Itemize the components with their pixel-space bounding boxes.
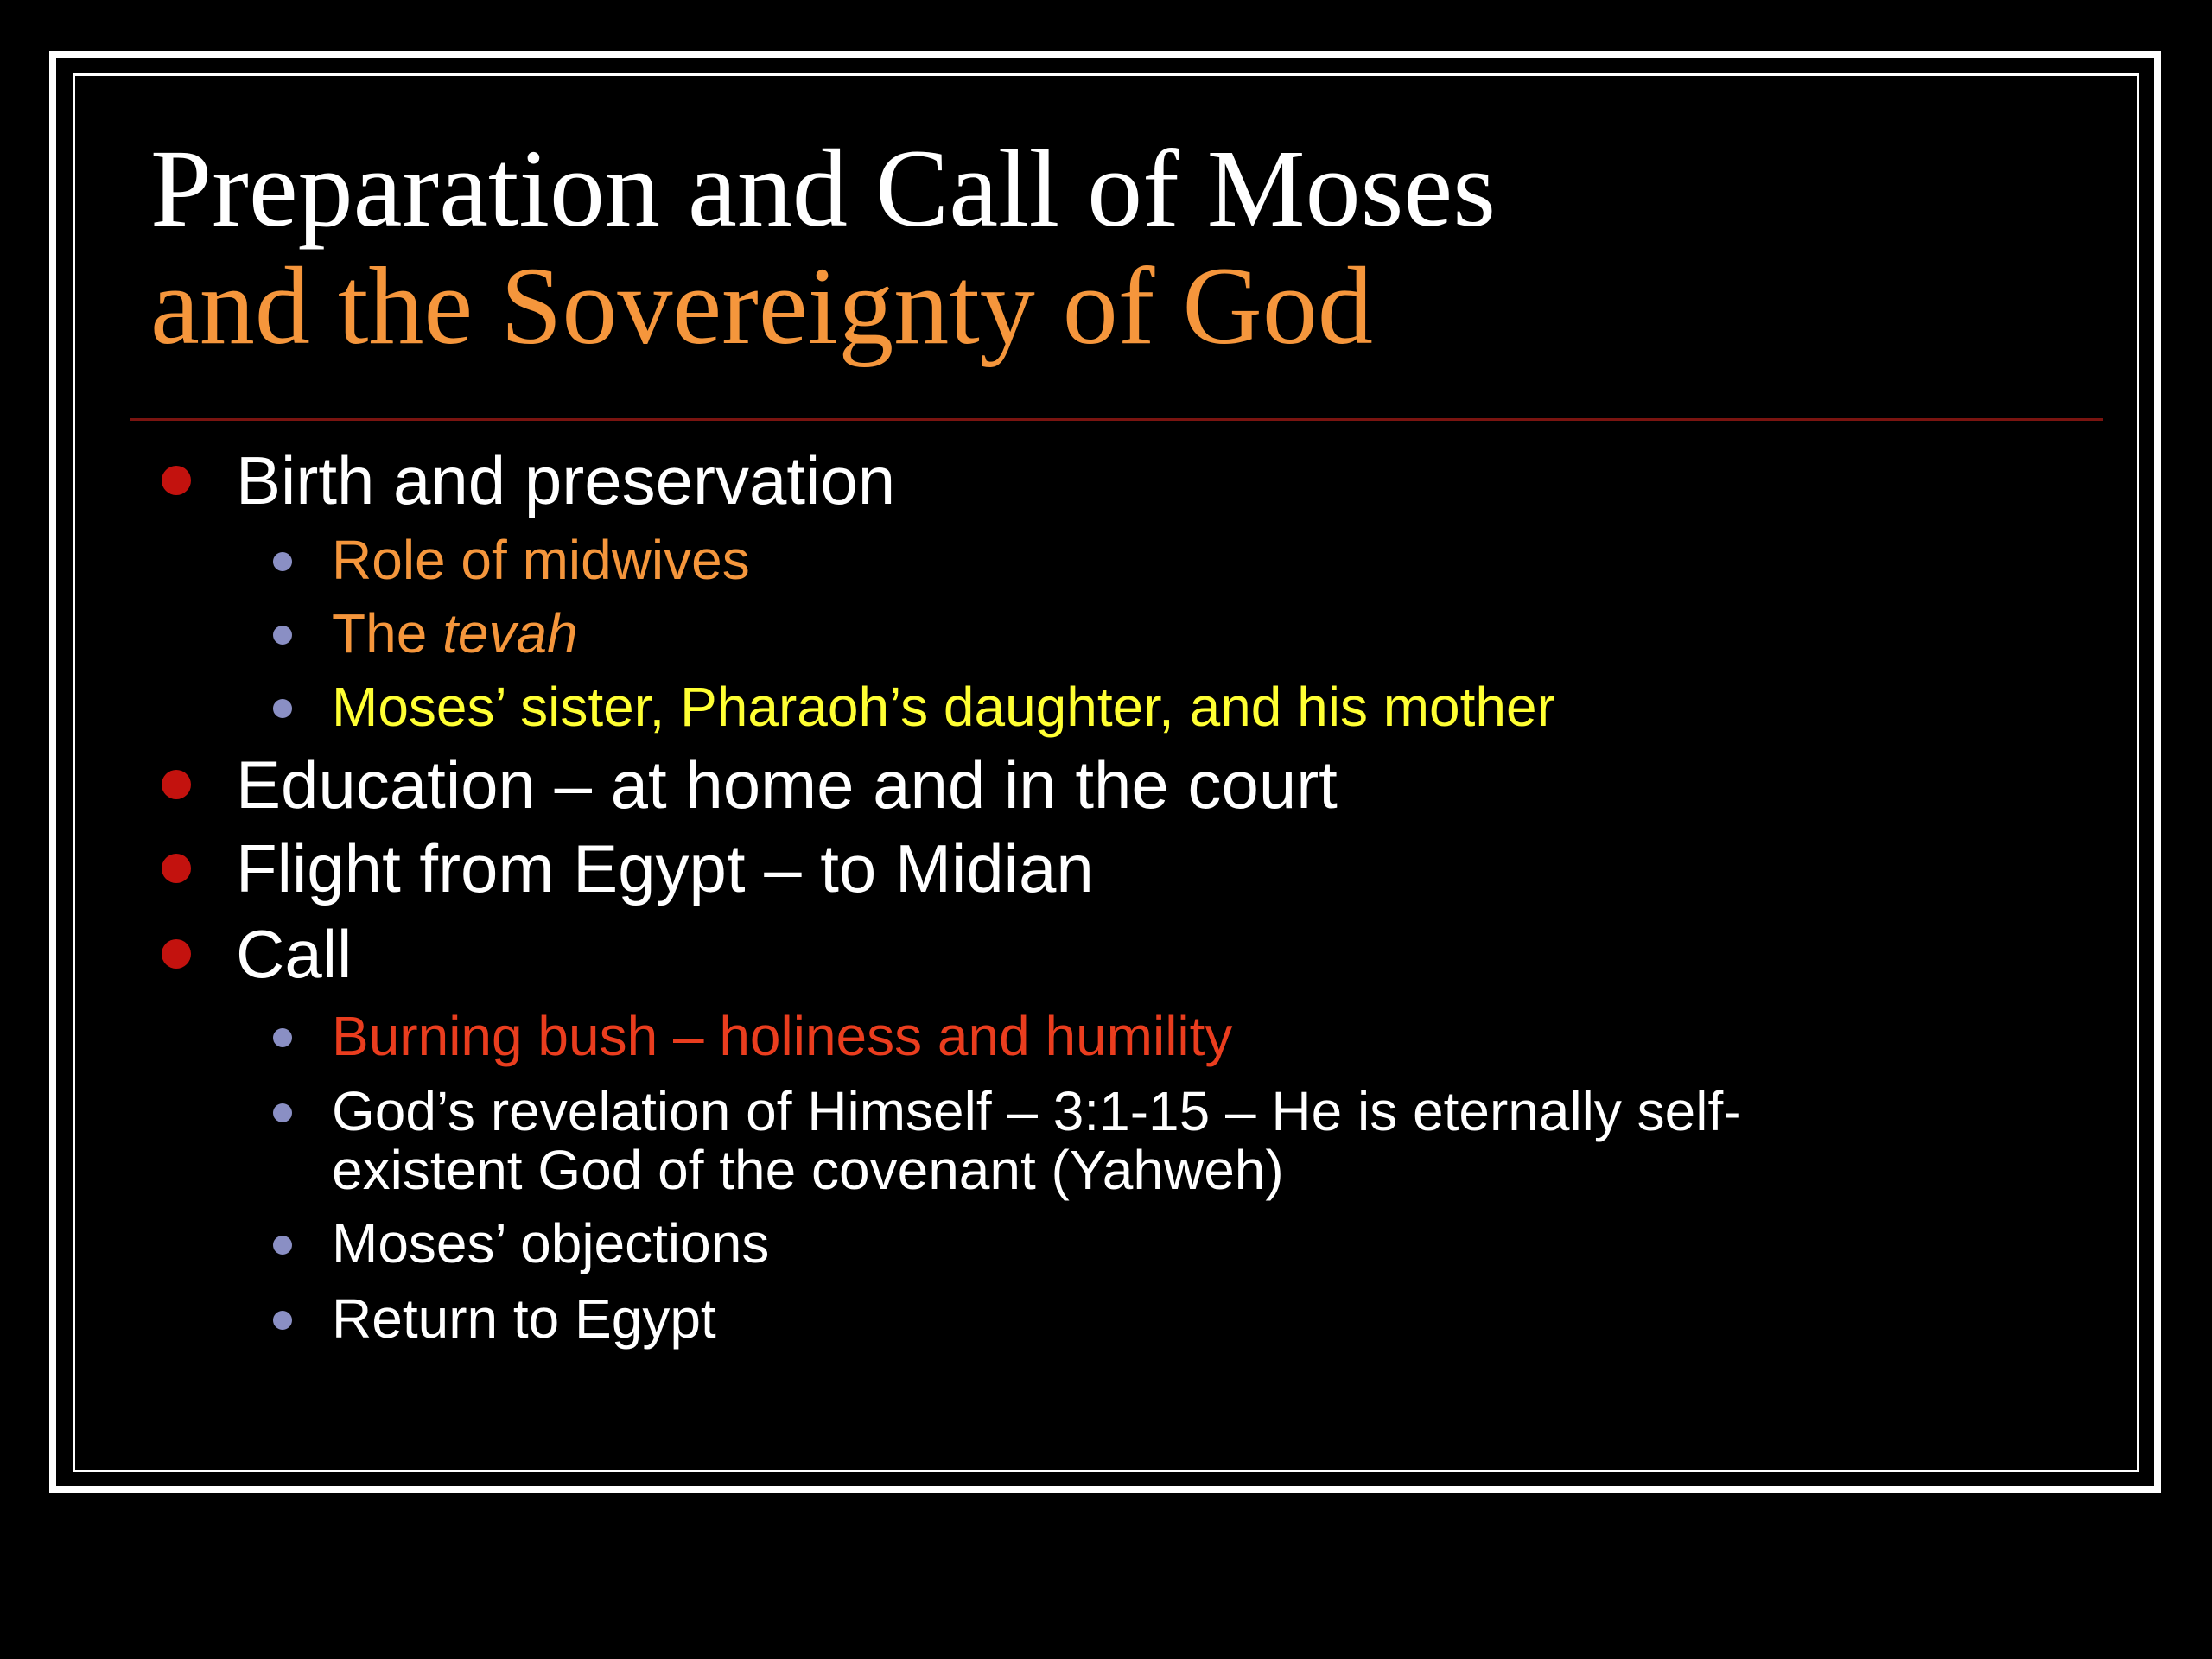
lavender-bullet-icon [273, 699, 292, 718]
red-bullet-icon [162, 939, 191, 969]
lavender-bullet-icon [273, 1311, 292, 1330]
subbullet-revelation-line2: existent God of the covenant (Yahweh) [332, 1139, 1284, 1201]
subbullet-objections: Moses’ objections [332, 1212, 770, 1274]
bullet-call: Call [236, 916, 353, 992]
subbullet-return: Return to Egypt [332, 1287, 716, 1350]
red-bullet-icon [162, 770, 191, 799]
subbullet-tevah [332, 604, 578, 663]
lavender-bullet-icon [273, 1103, 292, 1122]
subbullet-burning-bush: Burning bush – holiness and humility [332, 1005, 1233, 1067]
bullet-education: Education – at home and in the court [236, 747, 1338, 823]
lavender-bullet-icon [273, 1028, 292, 1047]
subbullet-midwives: Role of midwives [332, 529, 750, 591]
tevah-prefix: The [332, 602, 443, 664]
title-line-accent: and the Sovereignty of God [150, 245, 1373, 367]
subbullet-family: Moses’ sister, Pharaoh’s daughter, and his mother [332, 676, 1555, 738]
subbullet-revelation-line1: God’s revelation of Himself – 3:1-15 – He is eternally self- [332, 1080, 1742, 1142]
bullet-flight: Flight from Egypt – to Midian [236, 830, 1094, 906]
tevah-italic-word: tevah [442, 602, 578, 664]
red-bullet-icon [162, 854, 191, 883]
lavender-bullet-icon [273, 1236, 292, 1255]
red-bullet-icon [162, 466, 191, 495]
lavender-bullet-icon [273, 626, 292, 645]
lavender-bullet-icon [273, 552, 292, 571]
title-line-primary: Preparation and Call of Moses [150, 127, 1496, 250]
bullet-birth: Birth and preservation [236, 442, 896, 518]
